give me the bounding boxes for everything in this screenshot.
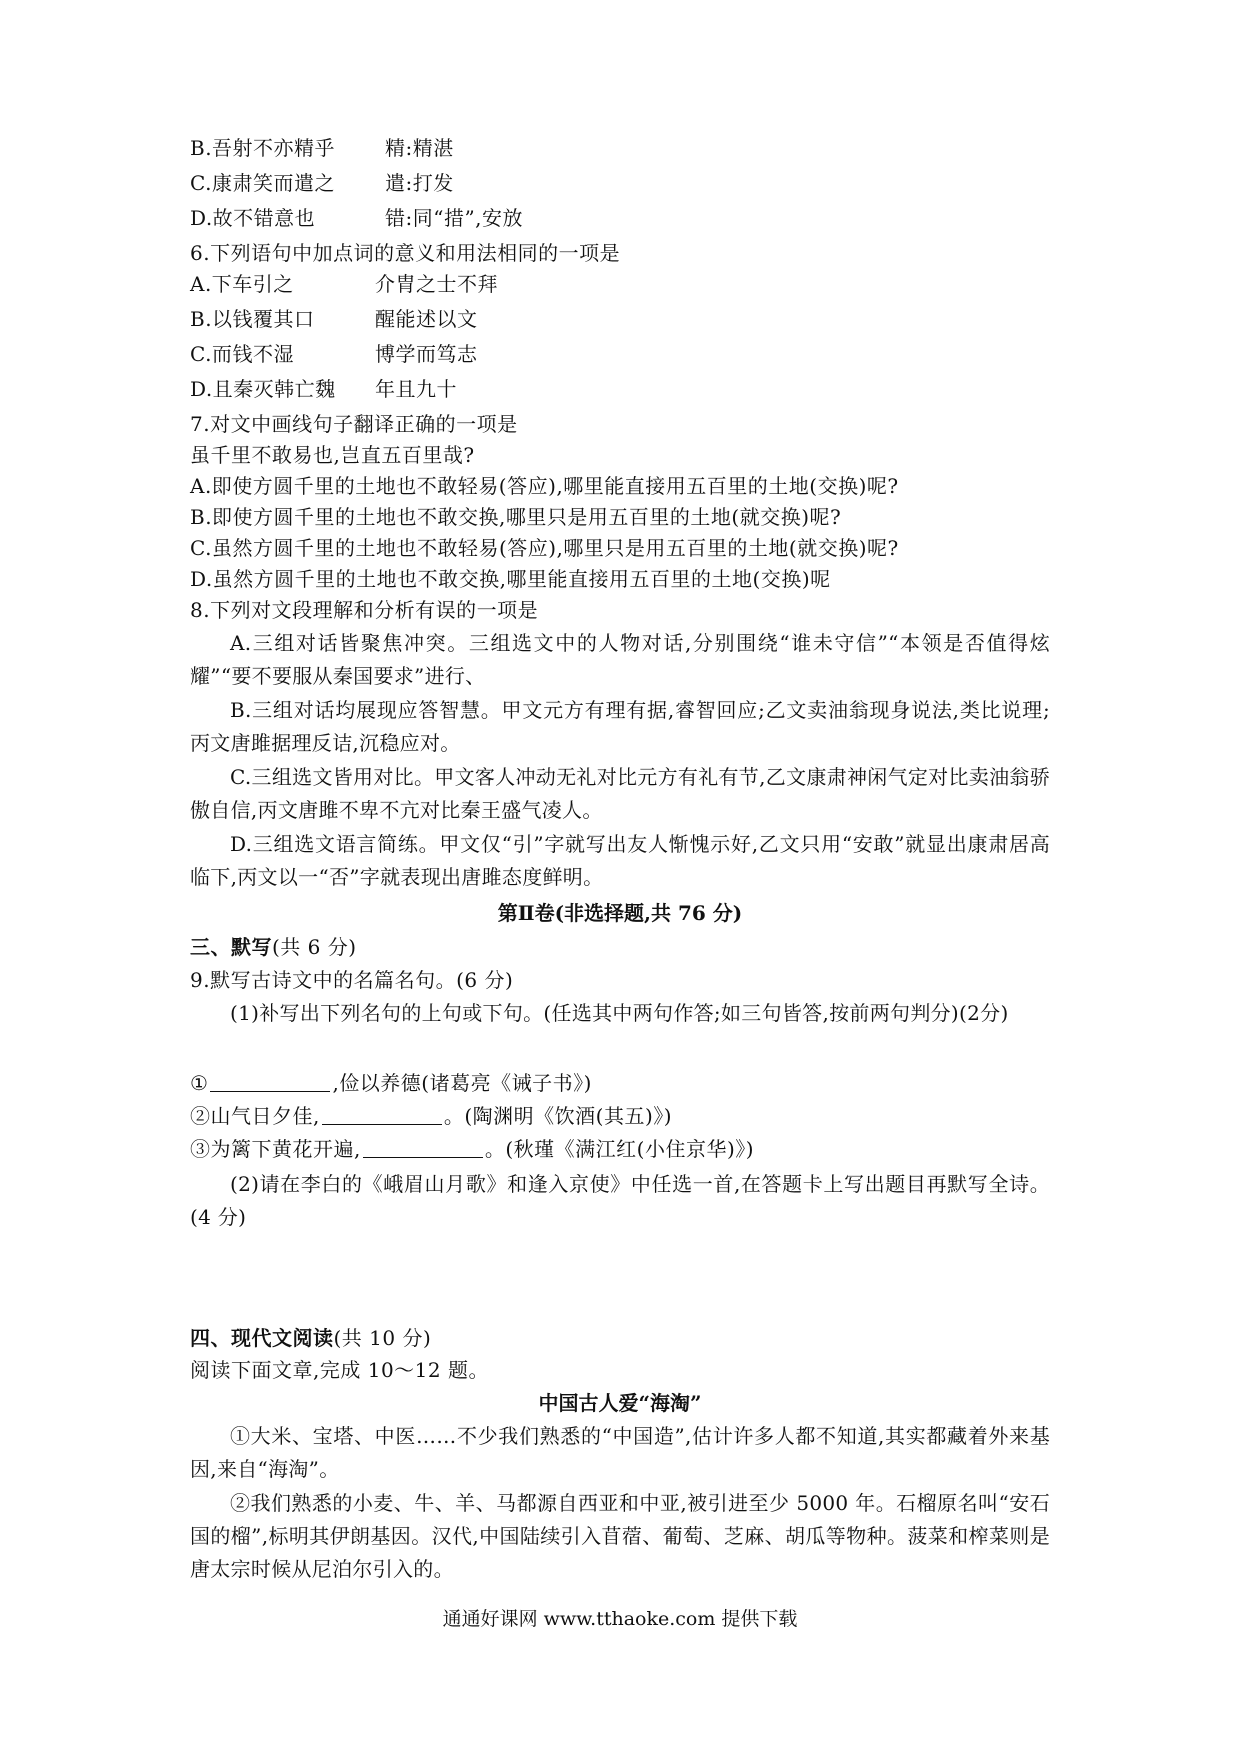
- q9-item2-blank[interactable]: [322, 1104, 442, 1125]
- q6-option-d-left: D.且秦灭韩亡魏: [190, 377, 336, 401]
- q5-option-c-left: C.康肃笑而遣之: [190, 171, 335, 195]
- q7-option-a: A.即使方圆千里的土地也不敢轻易(答应),哪里能直接用五百里的土地(交换)呢?: [190, 474, 899, 498]
- q6-option-c-right: 博学而笃志: [375, 342, 478, 366]
- q9-item1-blank[interactable]: [210, 1071, 330, 1092]
- q5-option-d: [190, 198, 523, 238]
- q5-option-b: [190, 128, 454, 168]
- q5-option-b-right: 精:精湛: [385, 136, 454, 160]
- q8-option-d: D.三组选文语言简练。甲文仅“引”字就写出友人惭愧示好,乙文只用“安敢”就显出康肃居高临下,丙文以一“否”字就表现出唐雎态度鲜明。: [190, 832, 1050, 889]
- q8-option-a: A.三组对话皆聚焦冲突。三组选文中的人物对话,分别围绕“谁未守信”“本领是否值得炫耀”“要不要服从秦国要求”进行、: [190, 631, 1050, 688]
- q6-option-d: [190, 369, 457, 409]
- section4-heading: 四、现代文阅读: [190, 1326, 334, 1350]
- q5-option-d-right: 错:同“措”,安放: [385, 206, 524, 230]
- section4-score: (共 10 分): [333, 1326, 432, 1350]
- part2-title: 第Ⅱ卷(非选择题,共 76 分): [497, 901, 743, 925]
- q5-option-b-left: B.吾射不亦精乎: [190, 136, 336, 160]
- q8-stem: 8.下列对文段理解和分析有误的一项是: [190, 598, 539, 622]
- q9-item3-blank[interactable]: [363, 1137, 483, 1158]
- page-footer: 通通好课网 www.tthaoke.com 提供下载: [442, 1608, 798, 1630]
- article-title: 中国古人爱“海淘”: [538, 1391, 702, 1415]
- section3-heading: 三、默写: [190, 935, 272, 959]
- q7-option-d: D.虽然方圆千里的土地也不敢交换,哪里能直接用五百里的土地(交换)呢: [190, 567, 831, 591]
- q8-option-b: B.三组对话均展现应答智慧。甲文元方有理有据,睿智回应;乙文卖油翁现身说法,类比说理;丙文唐雎据理反诘,沉稳应对。: [190, 698, 1050, 755]
- q6-option-c-left: C.而钱不湿: [190, 342, 294, 366]
- q9-sub1: (1)补写出下列名句的上句或下句。(任选其中两句作答;如三句皆答,按前两句判分)(2分): [230, 1001, 1009, 1025]
- q6-option-a: [190, 264, 498, 304]
- q6-stem: 6.下列语句中加点词的意义和用法相同的一项是: [190, 241, 621, 265]
- q6-option-b: [190, 299, 478, 339]
- q8-option-c: C.三组选文皆用对比。甲文客人冲动无礼对比元方有礼有节,乙文康肃神闲气定对比卖油翁骄傲自信,丙文唐雎不卑不亢对比秦王盛气凌人。: [190, 765, 1050, 822]
- q6-option-a-left: A.下车引之: [190, 272, 294, 296]
- q9-item1-pre: ①: [190, 1071, 209, 1095]
- q9-item3-post: 。(秋瑾《满江红(小住京华)》): [484, 1137, 755, 1161]
- q9-item1-post: ,俭以养德(诸葛亮《诫子书》): [332, 1071, 592, 1095]
- section3-score: (共 6 分): [272, 935, 357, 959]
- q9-stem: 9.默写古诗文中的名篇名句。(6 分): [190, 968, 514, 992]
- q7-stem: 7.对文中画线句子翻译正确的一项是: [190, 412, 518, 436]
- q5-option-d-left: D.故不错意也: [190, 206, 316, 230]
- q9-item2-post: 。(陶渊明《饮酒(其五)》): [443, 1104, 673, 1128]
- q7-sentence: 虽千里不敢易也,岂直五百里哉?: [190, 443, 475, 467]
- q9-item3: [190, 1129, 754, 1169]
- q6-option-c: [190, 334, 478, 374]
- q9-item3-pre: ③为篱下黄花开遍,: [190, 1137, 361, 1161]
- q9-item2-pre: ②山气日夕佳,: [190, 1104, 320, 1128]
- q7-option-c: C.虽然方圆千里的土地也不敢轻易(答应),哪里只是用五百里的土地(就交换)呢?: [190, 536, 899, 560]
- article-paragraph-2: ②我们熟悉的小麦、牛、羊、马都源自西亚和中亚,被引进至少 5000 年。石榴原名叫“安石国的榴”,标明其伊朗基因。汉代,中国陆续引入苜蓿、葡萄、芝麻、胡瓜等物种。菠菜和榨菜则是唐太宗时候从尼泊尔引入的。: [190, 1491, 1050, 1581]
- article-paragraph-1: ①大米、宝塔、中医……不少我们熟悉的“中国造”,估计许多人都不知道,其实都藏着外来基因,来自“海淘”。: [190, 1424, 1050, 1481]
- q6-option-b-left: B.以钱覆其口: [190, 307, 315, 331]
- q5-option-c-right: 遣:打发: [385, 171, 454, 195]
- q6-option-a-right: 介胄之士不拜: [375, 272, 498, 296]
- q9-sub2: (2)请在李白的《峨眉山月歌》和逢入京使》中任选一首,在答题卡上写出题目再默写全诗。(4 分): [190, 1172, 1050, 1229]
- q6-option-b-right: 醒能述以文: [375, 307, 478, 331]
- q5-option-c: [190, 163, 454, 203]
- q6-option-d-right: 年且九十: [375, 377, 457, 401]
- section4-instruction: 阅读下面文章,完成 10～12 题。: [190, 1358, 489, 1382]
- q7-option-b: B.即使方圆千里的土地也不敢交换,哪里只是用五百里的土地(就交换)呢?: [190, 505, 842, 529]
